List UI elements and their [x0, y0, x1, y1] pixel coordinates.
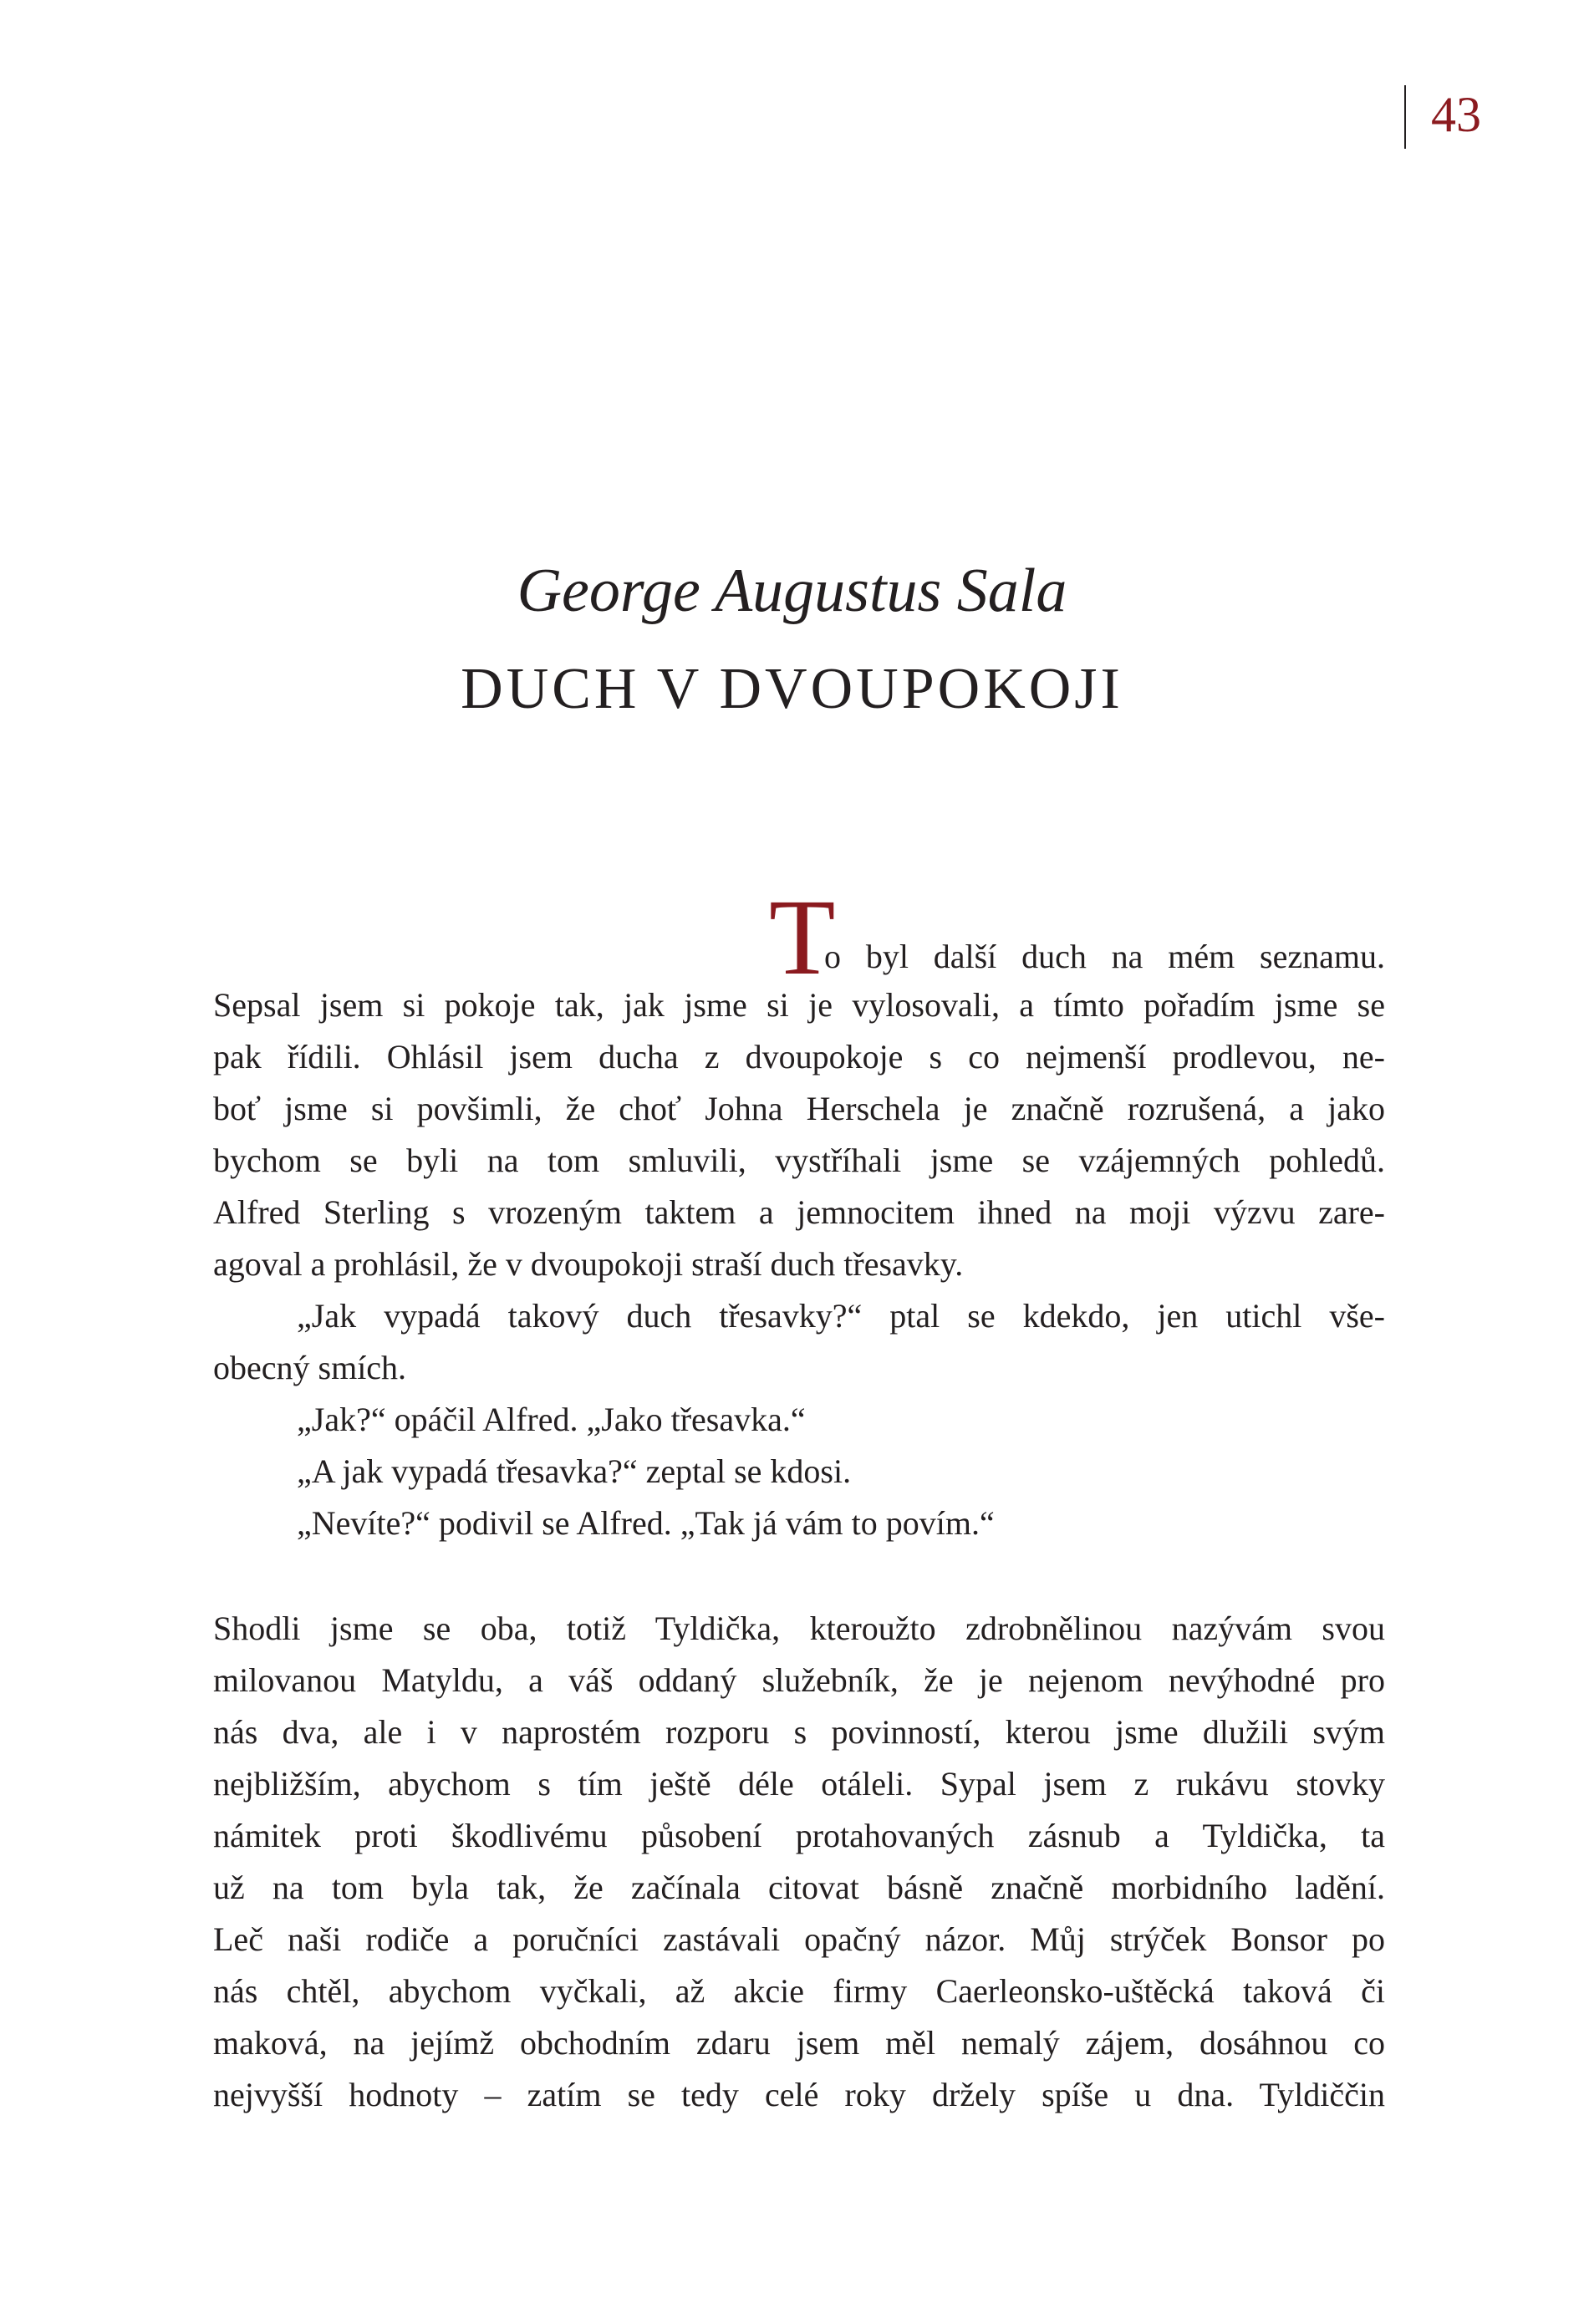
text-line: nejvyšší hodnoty – zatím se tedy celé roky držely spíše u dna. Tyldiččin	[213, 2076, 1385, 2113]
text-line: agoval a prohlásil, že v dvoupokoji straší duch třesavky.	[213, 1245, 964, 1283]
text-line: obecný smích.	[213, 1349, 407, 1386]
text-line: Alfred Sterling s vrozeným taktem a jemnocitem ihned na moji výzvu zare-	[213, 1193, 1385, 1231]
drop-cap: T	[769, 877, 836, 998]
text-line: milovanou Matyldu, a váš oddaný služebník, že je nejenom nevýhodné pro	[213, 1661, 1385, 1699]
text-line: námitek proti škodlivému působení protahovaných zásnub a Tyldička, ta	[213, 1817, 1385, 1854]
text-line: Sepsal jsem si pokoje tak, jak jsme si je vylosovali, a tímto pořadím jsme se	[213, 986, 1385, 1024]
page-number-rule	[1404, 85, 1406, 149]
text-line: Leč naši rodiče a poručníci zastávali opačný názor. Můj strýček Bonsor po	[213, 1920, 1385, 1958]
text-line: nejbližším, abychom s tím ještě déle otáleli. Sypal jsem z rukávu stovky	[213, 1765, 1385, 1803]
text-line: „Jak?“ opáčil Alfred. „Jako třesavka.“	[297, 1401, 806, 1438]
text-line: nás chtěl, abychom vyčkali, až akcie firmy Caerleonsko-uštěcká taková či	[213, 1972, 1385, 2010]
text-line: už na tom byla tak, že začínala citovat básně značně morbidního ladění.	[213, 1869, 1385, 1906]
text-line: nás dva, ale i v naprostém rozporu s povinností, kterou jsme dlužili svým	[213, 1713, 1385, 1751]
text-line: „Jak vypadá takový duch třesavky?“ ptal se kdekdo, jen utichl vše-	[297, 1297, 1385, 1335]
text-line: bychom se byli na tom smluvili, vystříhali jsme se vzájemných pohledů.	[213, 1142, 1385, 1179]
paragraph-section-2	[213, 1603, 1385, 2121]
text-line: maková, na jejímž obchodním zdaru jsem měl nemalý zájem, dosáhnou co	[213, 2024, 1385, 2062]
text-line: boť jsme si povšimli, že choť Johna Herschela je značně rozrušená, a jako	[213, 1090, 1385, 1127]
chapter-title: DUCH V DVOUPOKOJI	[461, 657, 1123, 721]
author-name: George Augustus Sala	[517, 557, 1067, 625]
text-line: „A jak vypadá třesavka?“ zeptal se kdosi.	[297, 1452, 852, 1490]
opening-line-text: o byl další duch na mém seznamu.	[824, 938, 1385, 975]
text-line: pak řídili. Ohlásil jsem ducha z dvoupokoje s co nejmenší prodlevou, ne-	[213, 1038, 1385, 1076]
text-line: „Nevíte?“ podivil se Alfred. „Tak já vám to povím.“	[297, 1504, 995, 1542]
paragraph-section-1	[213, 979, 1385, 1549]
opening-line	[769, 877, 1385, 998]
text-line: Shodli jsme se oba, totiž Tyldička, kteroužto zdrobnělinou nazývám svou	[213, 1610, 1385, 1647]
page-number: 43	[1431, 87, 1481, 142]
